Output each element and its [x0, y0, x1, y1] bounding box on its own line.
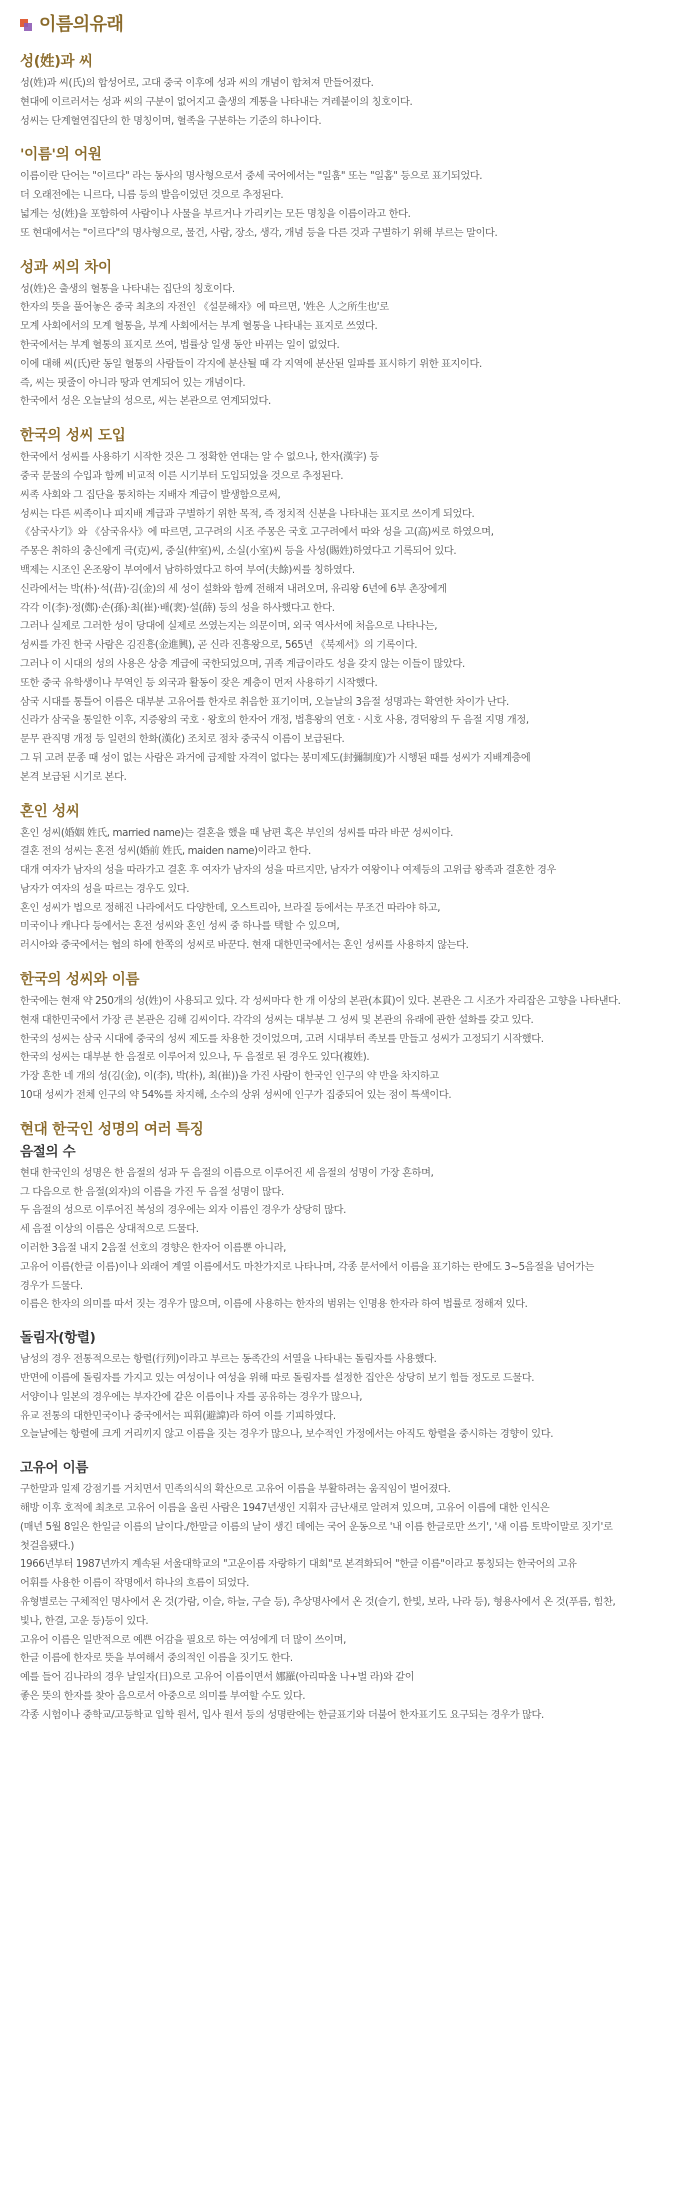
paragraph-line: 결혼 전의 성씨는 혼전 성씨(婚前 姓氏, maiden name)이라고 한다.: [20, 846, 311, 858]
paragraph-line: 첫걸음됐다.): [20, 1540, 74, 1552]
section-korean-surnames-and-names: [20, 970, 688, 1106]
paragraph-line: 남성의 경우 전통적으로는 항렬(行列)이라고 부르는 동족간의 서열을 나타내는 돌림자를 사용했다.: [20, 1354, 437, 1366]
paragraph-line: 백제는 시조인 온조왕이 부여에서 남하하였다고 하여 부여(夫餘)씨를 칭하였다.: [20, 564, 355, 576]
paragraph-line: 경우가 드물다.: [20, 1280, 83, 1292]
paragraph-line: 미국이나 캐나다 등에서는 혼전 성씨와 혼인 성씨 중 하나를 택할 수 있으며,: [20, 921, 340, 933]
paragraph-line: 1966년부터 1987년까지 계속된 서울대학교의 "고운이름 자랑하기 대회"로 본격화되어 "한글 이름"이라고 통칭되는 한국어의 고유: [20, 1559, 577, 1571]
paragraph-line: 한국의 성씨는 삼국 시대에 중국의 성씨 제도를 차용한 것이었으며, 고려 시대부터 족보를 만들고 성씨가 고정되기 시작했다.: [20, 1033, 544, 1045]
paragraph-line: 씨족 사회와 그 집단을 통치하는 지배자 계급이 발생함으로써,: [20, 489, 281, 501]
paragraph-line: 한글 이름에 한자로 뜻을 부여해서 중의적인 이름을 짓기도 한다.: [20, 1653, 293, 1665]
paragraph-line: 한자의 뜻을 풀어놓은 중국 최초의 자전인 《설문해자》에 따르면, '姓은 人之所生也'로: [20, 302, 389, 314]
paragraph-line: 대개 여자가 남자의 성을 따라가고 결혼 후 여자가 남자의 성을 따르지만, 남자가 여왕이나 여제등의 고위급 왕족과 결혼한 경우: [20, 865, 557, 877]
paragraph-line: 이름이란 단어는 "이르다" 라는 동사의 명사형으로서 중세 국어에서는 "일훔" 또는 "일홈" 등으로 표기되었다.: [20, 171, 483, 183]
paragraph-line: 10대 성씨가 전체 인구의 약 54%를 차지해, 소수의 상위 성씨에 인구가 집중되어 있는 점이 특색이다.: [20, 1090, 452, 1102]
paragraph-line: 러시아와 중국에서는 협의 하에 한쪽의 성씨로 바꾼다. 현재 대한민국에서는 혼인 성씨를 사용하지 않는다.: [20, 940, 469, 952]
paragraph-line: 성씨를 가진 한국 사람은 김진흥(金進興), 곧 신라 진흥왕으로, 565년 《북제서》의 기록이다.: [20, 640, 418, 652]
section-heading: 혼인 성씨: [20, 803, 80, 820]
paragraph-line: 세 음절 이상의 이름은 상대적으로 드물다.: [20, 1224, 199, 1236]
paragraph-line: (매년 5월 8일은 한일글 이름의 날이다./한말글 이름의 날이 생긴 데에는 국어 운동으로 '내 이름 한글로만 쓰기', '새 이름 토박이말로 짓기'로: [20, 1521, 613, 1533]
paragraph-line: 해방 이후 호적에 최초로 고유어 이름을 올린 사람은 1947년생인 지휘자 금난새로 알려져 있으며, 고유어 이름에 대한 인식은: [20, 1503, 550, 1515]
paragraph-line: 서양이나 일본의 경우에는 부자간에 같은 이름이나 자를 공유하는 경우가 많으나,: [20, 1391, 363, 1403]
paragraph-line: 두 음절의 성으로 이루어진 복성의 경우에는 외자 이름인 경우가 상당히 많다.: [20, 1205, 346, 1217]
section-heading: 한국의 성씨 도입: [20, 428, 126, 445]
paragraph-line: 《삼국사기》와 《삼국유사》에 따르면, 고구려의 시조 주몽은 국호 고구려에서 따와 성을 고(高)씨로 하였으며,: [20, 527, 494, 539]
paragraph-line: 성(姓)과 씨(氏)의 합성어로, 고대 중국 이후에 성과 씨의 개념이 합쳐져 만들어졌다.: [20, 78, 374, 89]
page-header: [20, 14, 688, 36]
paragraph-line: 또 현대에서는 "이르다"의 명사형으로, 물건, 사람, 장소, 생각, 개념 등을 다른 것과 구별하기 위해 부르는 말이다.: [20, 227, 498, 239]
paragraph-line: 빛나, 한결, 고운 등)등이 있다.: [20, 1615, 149, 1627]
paragraph-line: 본격 보급된 시기로 본다.: [20, 771, 127, 783]
paragraph-line: 그 다음으로 한 음절(외자)의 이름을 가진 두 음절 성명이 많다.: [20, 1186, 284, 1198]
subsection-heading: 음절의 수: [20, 1143, 76, 1160]
paragraph-line: 한국의 성씨는 대부분 한 음절로 이루어져 있으나, 두 음절로 된 경우도 있다(複姓).: [20, 1052, 370, 1064]
paragraph-line: 유교 전통의 대한민국이나 중국에서는 피휘(避諱)라 하여 이를 기피하였다.: [20, 1410, 336, 1422]
section-name-etymology: [20, 145, 688, 243]
paragraph-line: 반면에 이름에 돌림자를 가지고 있는 여성이나 여성을 위해 따로 돌림자를 설정한 집안은 상당히 보기 힘들 정도로 드물다.: [20, 1373, 535, 1385]
section-married-name: [20, 802, 688, 957]
title-bullet-icon: [20, 19, 32, 31]
paragraph-line: 성(姓)은 출생의 혈통을 나타내는 집단의 칭호이다.: [20, 283, 235, 295]
paragraph-line: 모계 사회에서의 모계 혈통을, 부계 사회에서는 부계 혈통을 나타내는 표지로 쓰였다.: [20, 321, 378, 333]
paragraph-line: 혼인 성씨가 법으로 정해진 나라에서도 다양한데, 오스트리아, 브라질 등에서는 무조건 따라야 하고,: [20, 902, 441, 914]
subsection-heading: 고유어 이름: [20, 1460, 89, 1477]
paragraph-line: 구한말과 일제 강점기를 거치면서 민족의식의 확산으로 고유어 이름을 부활하려는 움직임이 벌어졌다.: [20, 1484, 451, 1496]
subsection-syllable-count: [20, 1143, 688, 1315]
subsection-generation-name: [20, 1329, 688, 1445]
paragraph-line: 중국 문물의 수입과 함께 비교적 이른 시기부터 도입되었을 것으로 추정된다.: [20, 470, 344, 482]
section-heading: 한국의 성씨와 이름: [20, 972, 140, 989]
paragraph-line: 현대 한국인의 성명은 한 음절의 성과 두 음절의 이름으로 이루어진 세 음절의 성명이 가장 흔하며,: [20, 1167, 434, 1179]
paragraph-line: 각종 시험이나 중학교/고등학교 입학 원서, 입사 원서 등의 성명란에는 한글표기와 더불어 한자표기도 요구되는 경우가 많다.: [20, 1709, 544, 1721]
paragraph-line: 고유어 이름(한글 이름)이나 외래어 계열 이름에서도 마찬가지로 나타나며, 각종 문서에서 이름을 표기하는 란에도 3~5음절을 넘어가는: [20, 1261, 595, 1273]
section-heading: 성과 씨의 차이: [20, 259, 112, 276]
paragraph-line: 어휘를 사용한 이름이 작명에서 하나의 흐름이 되었다.: [20, 1578, 250, 1590]
paragraph-line: 예를 들어 김나라의 경우 날일자(日)으로 고유어 이름이면서 娜羅(아리따울 나+벌 라)와 같이: [20, 1672, 415, 1684]
paragraph-line: 신라에서는 박(朴)·석(昔)·김(金)의 세 성이 설화와 함께 전해져 내려오며, 유리왕 6년에 6부 촌장에게: [20, 583, 447, 595]
subsection-heading: 돌림자(항렬): [20, 1330, 96, 1347]
paragraph-line: 그 뒤 고려 문종 때 성이 없는 사람은 과거에 급제할 자격이 없다는 봉미제도(封彌制度)가 시행된 때를 성씨가 지배계층에: [20, 752, 531, 764]
section-heading: 현대 한국인 성명의 여러 특징: [20, 1121, 204, 1138]
paragraph-line: 삼국 시대를 통틀어 이름은 대부분 고유어를 한자로 취음한 표기이며, 오늘날의 3음절 성명과는 확연한 차이가 난다.: [20, 696, 509, 708]
paragraph-line: 그러나 이 시대의 성의 사용은 상층 계급에 국한되었으며, 귀족 계급이라도 성을 갖지 않는 이들이 많았다.: [20, 658, 465, 670]
paragraph-line: 각각 이(李)·정(鄭)·손(孫)·최(崔)·배(裵)·설(薛) 등의 성을 하사했다고 한다.: [20, 602, 335, 614]
section-surname-vs-clan: [20, 258, 688, 413]
section-modern-korean-name-features: [20, 1120, 688, 1726]
paragraph-line: 남자가 여자의 성을 따르는 경우도 있다.: [20, 883, 190, 895]
paragraph-line: 한국에서는 부계 혈통의 표지로 쓰여, 법률상 일생 동안 바뀌는 일이 없었다.: [20, 339, 340, 351]
paragraph-line: 성씨는 단계혈연집단의 한 명칭이며, 혈족을 구분하는 기준의 하나이다.: [20, 115, 322, 127]
paragraph-line: 더 오래전에는 니르다, 니름 등의 발음이었던 것으로 추정된다.: [20, 190, 284, 202]
paragraph-line: 오늘날에는 항렬에 크게 거리끼지 않고 이름을 짓는 경우가 많으나, 보수적인 가정에서는 아직도 항렬을 중시하는 경향이 있다.: [20, 1429, 554, 1441]
paragraph-line: 고유어 이름은 일반적으로 예쁜 어감을 필요로 하는 여성에게 더 많이 쓰이며,: [20, 1634, 346, 1646]
paragraph-line: 그러나 실제로 그러한 성이 당대에 실제로 쓰였는지는 의문이며, 외국 역사서에 처음으로 나타나는,: [20, 621, 438, 633]
paragraph-line: 유형별로는 구체적인 명사에서 온 것(가람, 이슬, 하늘, 구슬 등), 추상명사에서 온 것(슬기, 한빛, 보라, 나라 등), 형용사에서 온 것(푸름, 힘찬,: [20, 1597, 616, 1608]
paragraph-line: 문무 관직명 개정 등 일련의 한화(漢化) 조치로 점차 중국식 이름이 보급된다.: [20, 734, 345, 746]
page-title: 이름의유래: [39, 14, 124, 35]
section-heading: '이름'의 어원: [20, 147, 102, 164]
paragraph-line: 한국에는 현재 약 250개의 성(姓)이 사용되고 있다. 각 성씨마다 한 개 이상의 본관(本貫)이 있다. 본관은 그 시조가 자리잡은 고향을 나타낸다.: [20, 996, 621, 1008]
paragraph-line: 현재 대한민국에서 가장 큰 본관은 김해 김씨이다. 각각의 성씨는 대부분 그 성씨 및 본관의 유래에 관한 설화를 갖고 있다.: [20, 1014, 534, 1026]
paragraph-line: 성씨는 다른 씨족이나 피지배 계급과 구별하기 위한 목적, 즉 정치적 신분을 나타내는 표지로 쓰이게 되었다.: [20, 508, 475, 520]
paragraph-line: 넓게는 성(姓)을 포함하여 사람이나 사물을 부르거나 가리키는 모든 명칭을 이름이라고 한다.: [20, 208, 411, 220]
paragraph-line: 좋은 뜻의 한자를 찾아 음으로서 아중으로 의미를 부여할 수도 있다.: [20, 1690, 306, 1702]
section-korean-surname-introduction: [20, 426, 688, 787]
subsection-native-korean-names: [20, 1459, 688, 1725]
section-heading: 성(姓)과 씨: [20, 54, 93, 70]
paragraph-line: 한국에서 성은 오늘날의 성으로, 씨는 본관으로 연계되었다.: [20, 396, 271, 408]
paragraph-line: 현대에 이르러서는 성과 씨의 구분이 없어지고 출생의 계통을 나타내는 겨레붙이의 칭호이다.: [20, 96, 413, 108]
paragraph-line: 신라가 삼국을 통일한 이후, 지증왕의 국호 · 왕호의 한자어 개정, 법흥왕의 연호 · 시호 사용, 경덕왕의 두 음절 지명 개정,: [20, 715, 529, 727]
paragraph-line: 또한 중국 유학생이나 무역인 등 외국과 활동이 잦은 계층이 먼저 사용하기 시작했다.: [20, 677, 378, 689]
paragraph-line: 주몽은 취하의 충신에게 극(克)씨, 중실(仲室)씨, 소실(小室)씨 등을 사성(賜姓)하였다고 기록되어 있다.: [20, 546, 457, 558]
section-surname-and-clan: [20, 52, 688, 131]
paragraph-line: 즉, 씨는 핏줄이 아니라 땅과 연계되어 있는 개념이다.: [20, 377, 246, 389]
paragraph-line: 이에 대해 씨(氏)란 동일 혈통의 사람들이 각지에 분산될 때 각 지역에 분산된 일파를 표시하기 위한 표지이다.: [20, 358, 482, 370]
paragraph-line: 이러한 3음절 내지 2음절 선호의 경향은 한자어 이름뿐 아니라,: [20, 1243, 287, 1255]
paragraph-line: 혼인 성씨(婚姻 姓氏, married name)는 결혼을 했을 때 남편 혹은 부인의 성씨를 따라 바꾼 성씨이다.: [20, 827, 454, 839]
paragraph-line: 이름은 한자의 의미를 따서 짓는 경우가 많으며, 이름에 사용하는 한자의 범위는 인명용 한자라 하여 법률로 정해져 있다.: [20, 1299, 528, 1311]
paragraph-line: 한국에서 성씨를 사용하기 시작한 것은 그 정확한 연대는 알 수 없으나, 한자(漢字) 등: [20, 452, 379, 464]
paragraph-line: 가장 흔한 네 개의 성(김(金), 이(李), 박(朴), 최(崔))을 가진 사람이 한국인 인구의 약 반을 차지하고: [20, 1071, 439, 1083]
